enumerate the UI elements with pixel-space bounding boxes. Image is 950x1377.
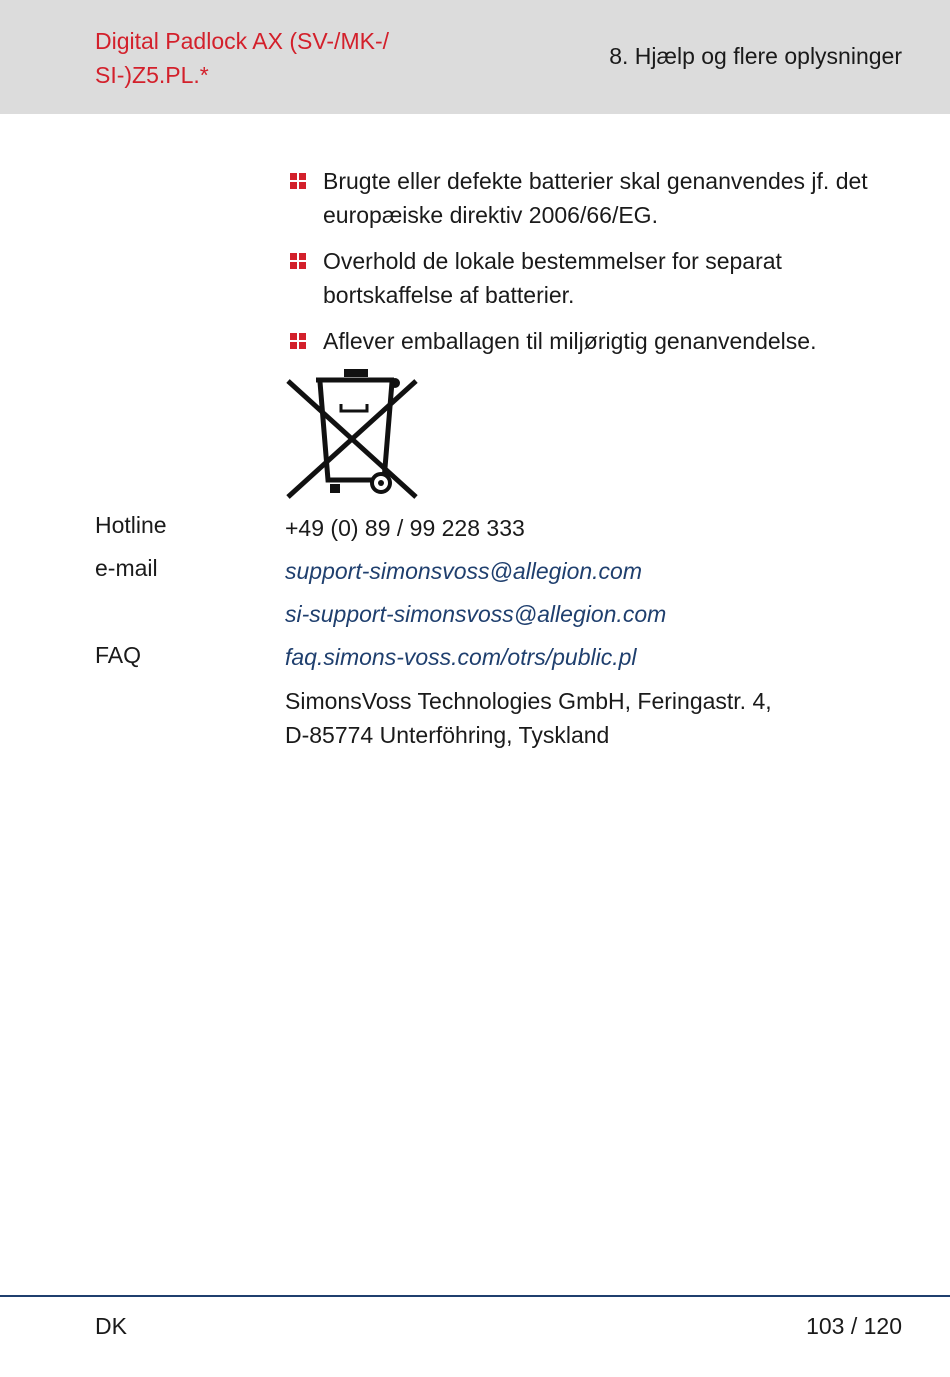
disposal-bullet-list bbox=[290, 164, 900, 370]
bullet-square-icon bbox=[290, 253, 306, 269]
crossed-out-wheelie-bin-icon bbox=[284, 366, 420, 502]
address-line-1: SimonsVoss Technologies GmbH, Feringastr. 4, bbox=[285, 688, 772, 714]
page-number: 103 / 120 bbox=[806, 1313, 902, 1339]
hotline-label: Hotline bbox=[95, 512, 167, 538]
si-support-email-link[interactable]: si-support-simonsvoss@allegion.com bbox=[285, 601, 667, 627]
bullet-text: Brugte eller defekte batterier skal genanvendes jf. det europæiske direktiv 2006/66/EG. bbox=[323, 168, 868, 228]
list-item bbox=[290, 164, 900, 232]
faq-link[interactable]: faq.simons-voss.com/otrs/public.pl bbox=[285, 644, 637, 670]
list-item bbox=[290, 244, 900, 312]
address-line-2: D-85774 Unterföhring, Tyskland bbox=[285, 722, 610, 748]
document-title: Digital Padlock AX (SV-/MK-/ SI-)Z5.PL.* bbox=[95, 28, 389, 88]
bullet-square-icon bbox=[290, 173, 306, 189]
email-label: e-mail bbox=[95, 555, 158, 581]
faq-label: FAQ bbox=[95, 642, 142, 668]
page-header bbox=[0, 0, 950, 114]
bullet-text: Overhold de lokale bestemmelser for separat bortskaffelse af batterier. bbox=[323, 248, 782, 308]
chapter-title: 8. Hjælp og flere oplysninger bbox=[609, 43, 902, 69]
bullet-text: Aflever emballagen til miljørigtig genanvendelse. bbox=[323, 328, 817, 354]
support-email-link[interactable]: support-simonsvoss@allegion.com bbox=[285, 558, 642, 584]
hotline-number: +49 (0) 89 / 99 228 333 bbox=[285, 515, 525, 541]
bullet-square-icon bbox=[290, 333, 306, 349]
language-code: DK bbox=[95, 1313, 127, 1339]
list-item bbox=[290, 324, 900, 358]
footer-divider bbox=[0, 1295, 950, 1297]
